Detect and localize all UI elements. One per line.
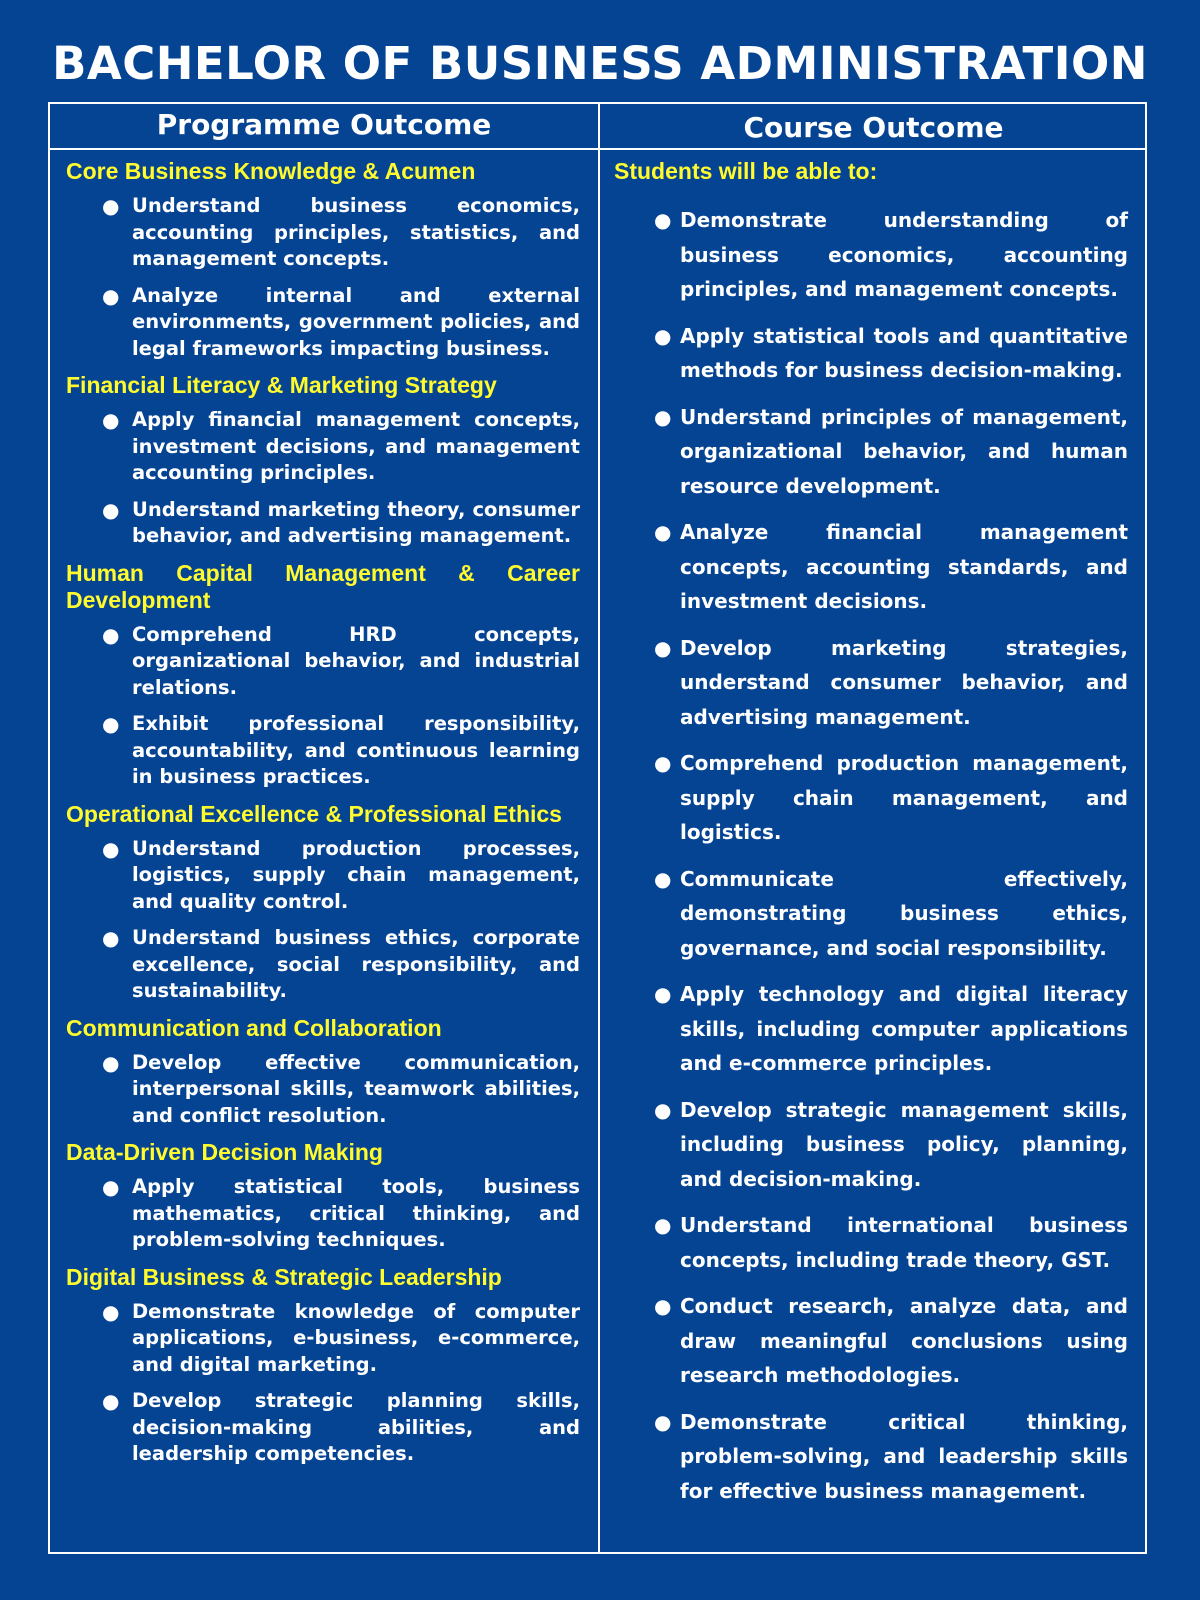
po-item-text: Analyze internal and external environments, government policies, and legal frameworks impacting business. [132,283,580,360]
programme-outcome-column [66,158,580,1478]
po-item-text: Understand marketing theory, consumer behavior, and advertising management. [132,497,580,547]
po-list-item [66,1050,580,1130]
course-outcome-column [614,158,1128,1520]
po-section-heading: Core Business Knowledge & Acumen [66,158,476,184]
po-item-text: Understand business ethics, corporate excellence, social responsibility, and sustainability. [132,926,580,1002]
bullet-icon: ● [654,1213,672,1237]
bullet-icon: ● [102,1299,120,1324]
co-item-text: Understand international business concepts, including trade theory, GST. [680,1213,1128,1272]
po-item-text: Exhibit professional responsibility, accountability, and continuous learning in business practices. [132,712,580,788]
bullet-icon: ● [102,712,120,736]
po-list-item [66,407,580,487]
bullet-icon: ● [102,497,120,522]
co-list-item [614,203,1128,307]
po-list-item [66,193,580,273]
po-section-heading: Digital Business & Strategic Leadership [66,1263,502,1290]
programme-outcome-header: Programme Outcome [156,108,492,141]
bullet-icon: ● [654,751,672,775]
po-item-text: Demonstrate knowledge of computer applications, e-business, e-commerce, and digital marketing. [132,1299,580,1376]
po-list-item [66,622,580,702]
bullet-icon: ● [102,1175,120,1199]
po-section-heading: Operational Excellence & Professional Ethics [66,800,562,827]
bullet-icon: ● [102,194,120,218]
co-list-item [614,319,1128,388]
bullet-icon: ● [654,866,672,891]
bullet-icon: ● [102,1389,120,1413]
column-divider [598,104,600,1552]
co-item-text: Apply statistical tools and quantitative methods for business decision-making. [680,323,1128,382]
bullet-icon: ● [654,1409,672,1434]
po-item-list [66,1299,580,1468]
po-item-list [66,407,580,550]
po-item-text: Understand production processes, logistics, supply chain management, and quality control. [132,836,580,913]
po-item-text: Develop effective communication, interpersonal skills, teamwork abilities, and conflict resolution. [132,1050,580,1127]
po-item-list [66,193,580,362]
co-item-text: Demonstrate critical thinking, problem-solving, and leadership skills for effective business management. [680,1409,1128,1503]
bullet-icon: ● [654,208,672,232]
co-list-item [614,1405,1128,1509]
co-list-item [614,746,1128,850]
co-list-item [614,1093,1128,1197]
co-list-item [614,977,1128,1081]
po-list-item [66,497,580,550]
po-item-text: Apply statistical tools, business mathematics, critical thinking, and problem-solving techniques. [132,1175,580,1251]
bullet-icon: ● [654,323,672,348]
co-item-text: Analyze financial management concepts, accounting standards, and investment decisions. [680,520,1128,613]
po-item-text: Develop strategic planning skills, decision-making abilities, and leadership competencies. [132,1389,580,1465]
bullet-icon: ● [102,622,120,647]
course-outcome-list [614,203,1128,1508]
po-section-heading: Communication and Collaboration [66,1014,442,1041]
co-list-item [614,515,1128,619]
co-item-text: Develop marketing strategies, understand consumer behavior, and advertising management. [680,635,1128,729]
po-item-text: Understand business economics, accounting principles, statistics, and management concepts. [132,194,580,270]
po-list-item [66,1299,580,1379]
bullet-icon: ● [102,926,120,950]
bullet-icon: ● [654,982,672,1006]
bullet-icon: ● [654,1294,672,1318]
co-item-text: Understand principles of management, organizational behavior, and human resource development. [680,404,1128,498]
po-item-text: Apply financial management concepts, investment decisions, and management accounting principles. [132,408,580,484]
co-list-item [614,1208,1128,1277]
po-item-list [66,622,580,791]
bullet-icon: ● [102,1050,120,1075]
po-item-list [66,836,580,1005]
po-section-heading: Financial Literacy & Marketing Strategy [66,372,497,398]
po-list-item [66,1174,580,1254]
po-list-item [66,283,580,363]
po-list-item [66,925,580,1005]
course-outcome-intro: Students will be able to: [614,158,878,184]
po-list-item [66,711,580,791]
co-item-text: Comprehend production management, supply chain management, and logistics. [680,751,1128,844]
po-section-heading: Data-Driven Decision Making [66,1139,383,1165]
bullet-icon: ● [654,1097,672,1122]
po-section-heading: Human Capital Management & Career Development [66,559,580,613]
po-item-list [66,1050,580,1130]
po-item-text: Comprehend HRD concepts, organizational behavior, and industrial relations. [132,622,580,699]
co-item-text: Demonstrate understanding of business economics, accounting principles, and management concepts. [680,208,1128,301]
co-list-item [614,400,1128,504]
bullet-icon: ● [654,520,672,544]
header-divider [50,148,1145,150]
co-item-text: Conduct research, analyze data, and draw meaningful conclusions using research methodologies. [680,1294,1128,1387]
page-title: BACHELOR OF BUSINESS ADMINISTRATION [52,37,1148,90]
co-item-text: Communicate effectively, demonstrating business ethics, governance, and social responsibility. [680,866,1128,960]
co-item-text: Apply technology and digital literacy skills, including computer applications and e-commerce principles. [680,982,1128,1075]
bullet-icon: ● [654,404,672,429]
po-list-item [66,836,580,916]
bullet-icon: ● [654,635,672,660]
po-item-list [66,1174,580,1254]
bullet-icon: ● [102,283,120,308]
co-list-item [614,631,1128,735]
course-outcome-header: Course Outcome [743,111,1004,144]
bullet-icon: ● [102,408,120,432]
bullet-icon: ● [102,836,120,861]
co-list-item [614,1289,1128,1393]
co-list-item [614,862,1128,966]
po-list-item [66,1388,580,1468]
co-item-text: Develop strategic management skills, including business policy, planning, and decision-making. [680,1097,1128,1191]
